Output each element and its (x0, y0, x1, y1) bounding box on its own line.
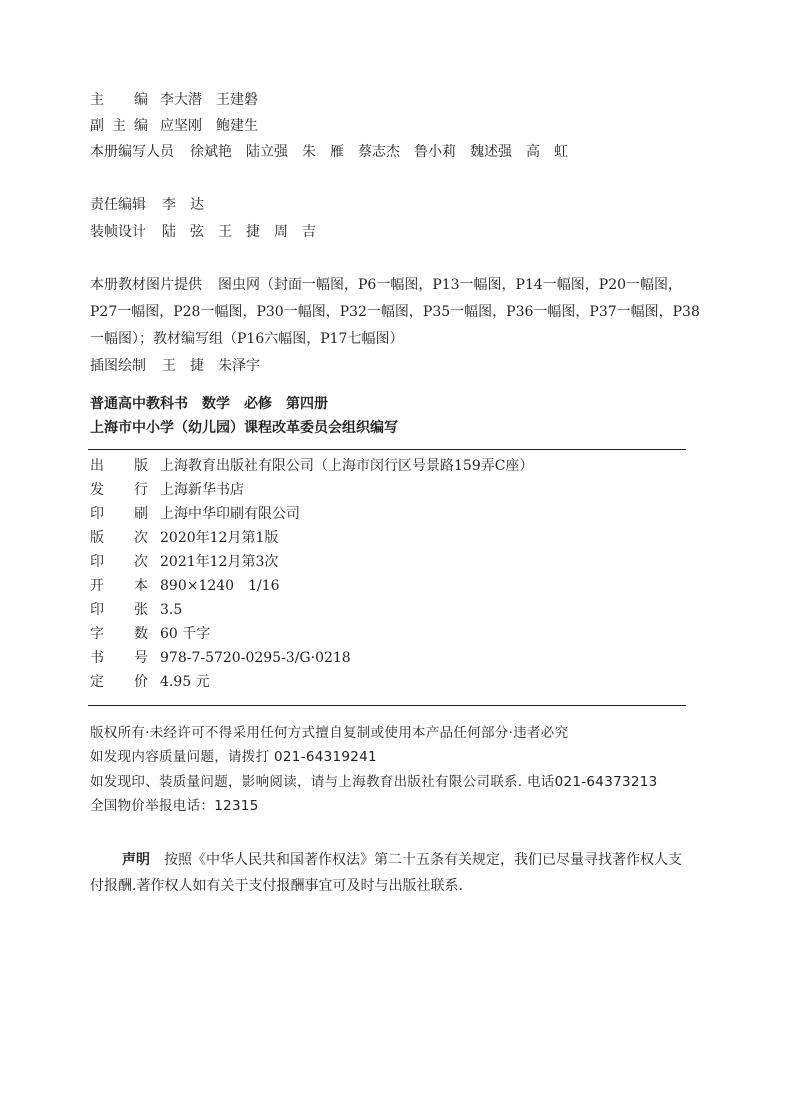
book-title-block (90, 392, 700, 440)
print-quality-notice: 如发现印、装质量问题，影响阅读，请与上海教育出版社有限公司联系. 电话021-64373213 (90, 773, 658, 790)
publication-info-row (90, 646, 700, 670)
publication-info-label: 字数 (90, 626, 148, 642)
publication-info-value: 60 千字 (160, 626, 211, 642)
image-credits-line-3 (90, 326, 730, 353)
book-organizer: 上海市中小学（幼儿园）课程改革委员会组织编写 (90, 420, 398, 436)
publication-info-row (90, 622, 700, 646)
publication-info-label: 印次 (90, 554, 148, 570)
image-credits-text-2: P27一幅图，P28一幅图，P30一幅图，P32一幅图，P35一幅图，P36一幅图，P37一幅图，P38 (90, 304, 700, 320)
statement-block (90, 847, 730, 899)
publication-info-row (90, 526, 700, 550)
bottom-divider (88, 705, 686, 706)
chief-editor-value: 李大潜 王建磐 (160, 92, 258, 108)
book-series-title: 普通高中教科书 数学 必修 第四册 (90, 396, 328, 412)
binding-design-label: 装帧设计 (90, 224, 146, 240)
chief-editor-line (90, 87, 700, 113)
image-credits-line-1 (90, 272, 730, 299)
publication-info-label: 开本 (90, 578, 148, 594)
price-report-notice: 全国物价举报电话：12315 (90, 798, 259, 815)
statement-label: 声明 (122, 852, 150, 868)
publication-info-row (90, 574, 700, 598)
notices-block (90, 721, 730, 819)
publication-info-label: 发行 (90, 482, 148, 498)
responsible-editor-value: 李 达 (162, 197, 204, 213)
publication-info-value: 上海新华书店 (160, 482, 244, 498)
illustration-value: 王 捷 朱泽宇 (162, 358, 260, 374)
content-quality-notice: 如发现内容质量问题，请拨打 021-64319241 (90, 749, 377, 766)
image-credits-text-3: 一幅图）；教材编写组（P16六幅图，P17七幅图） (90, 331, 404, 347)
publication-info-value: 890×1240 1/16 (160, 578, 280, 594)
deputy-editor-value: 应坚刚 鲍建生 (160, 118, 258, 134)
writers-line (90, 139, 700, 165)
deputy-editor-line (90, 113, 700, 139)
top-divider (88, 449, 686, 450)
publication-info-value: 上海中华印刷有限公司 (160, 506, 300, 522)
publication-info-value: 2020年12月第1版 (160, 530, 279, 546)
writers-value: 徐斌艳 陆立强 朱 雁 蔡志杰 鲁小莉 魏述强 高 虹 (190, 144, 568, 160)
copyright-notice: 版权所有·未经许可不得采用任何方式擅自复制或使用本产品任何部分·违者必究 (90, 725, 569, 741)
illustration-label: 插图绘制 (90, 358, 146, 374)
binding-design-line (90, 219, 700, 246)
illustration-line (90, 353, 730, 380)
publication-info-row (90, 478, 700, 502)
publication-info-label: 版次 (90, 530, 148, 546)
publication-info-label: 印张 (90, 602, 148, 618)
publication-info-row (90, 598, 700, 622)
binding-design-value: 陆 弦 王 捷 周 吉 (162, 224, 316, 240)
image-credits-line-2 (90, 299, 730, 326)
publication-info-table (90, 454, 700, 694)
publication-info-label: 出版 (90, 458, 148, 474)
responsible-editor-label: 责任编辑 (90, 197, 146, 213)
publication-info-value: 2021年12月第3次 (160, 554, 279, 570)
publication-info-value: 978-7-5720-0295-3/G·0218 (160, 650, 351, 666)
statement-text-2: 付报酬.著作权人如有关于支付报酬事宜可及时与出版社联系. (90, 878, 463, 894)
publication-info-value: 上海教育出版社有限公司（上海市闵行区号景路159弄C座） (160, 458, 534, 474)
publication-info-label: 定价 (90, 674, 148, 690)
publication-info-row (90, 670, 700, 694)
statement-line-2 (90, 873, 730, 899)
publication-info-label: 书号 (90, 650, 148, 666)
statement-line-1 (90, 847, 730, 873)
image-credits-block (90, 272, 730, 380)
publication-info-row (90, 550, 700, 574)
writers-label: 本册编写人员 (90, 144, 174, 160)
deputy-editor-label: 副主编 (90, 118, 148, 134)
statement-text-1: 按照《中华人民共和国著作权法》第二十五条有关规定，我们已尽量寻找著作权人支 (164, 852, 682, 868)
chief-editor-label: 主编 (90, 92, 148, 108)
editors-block (90, 192, 700, 246)
publication-info-row (90, 502, 700, 526)
publication-info-value: 4.95 元 (160, 674, 210, 690)
publication-info-label: 印刷 (90, 506, 148, 522)
credits-block (90, 87, 700, 165)
image-credits-text-1: 图虫网（封面一幅图，P6一幅图，P13一幅图，P14一幅图，P20一幅图， (218, 277, 683, 293)
publication-info-value: 3.5 (160, 602, 183, 618)
publication-info-row (90, 454, 700, 478)
responsible-editor-line (90, 192, 700, 219)
image-credits-label: 本册教材图片提供 (90, 277, 202, 293)
